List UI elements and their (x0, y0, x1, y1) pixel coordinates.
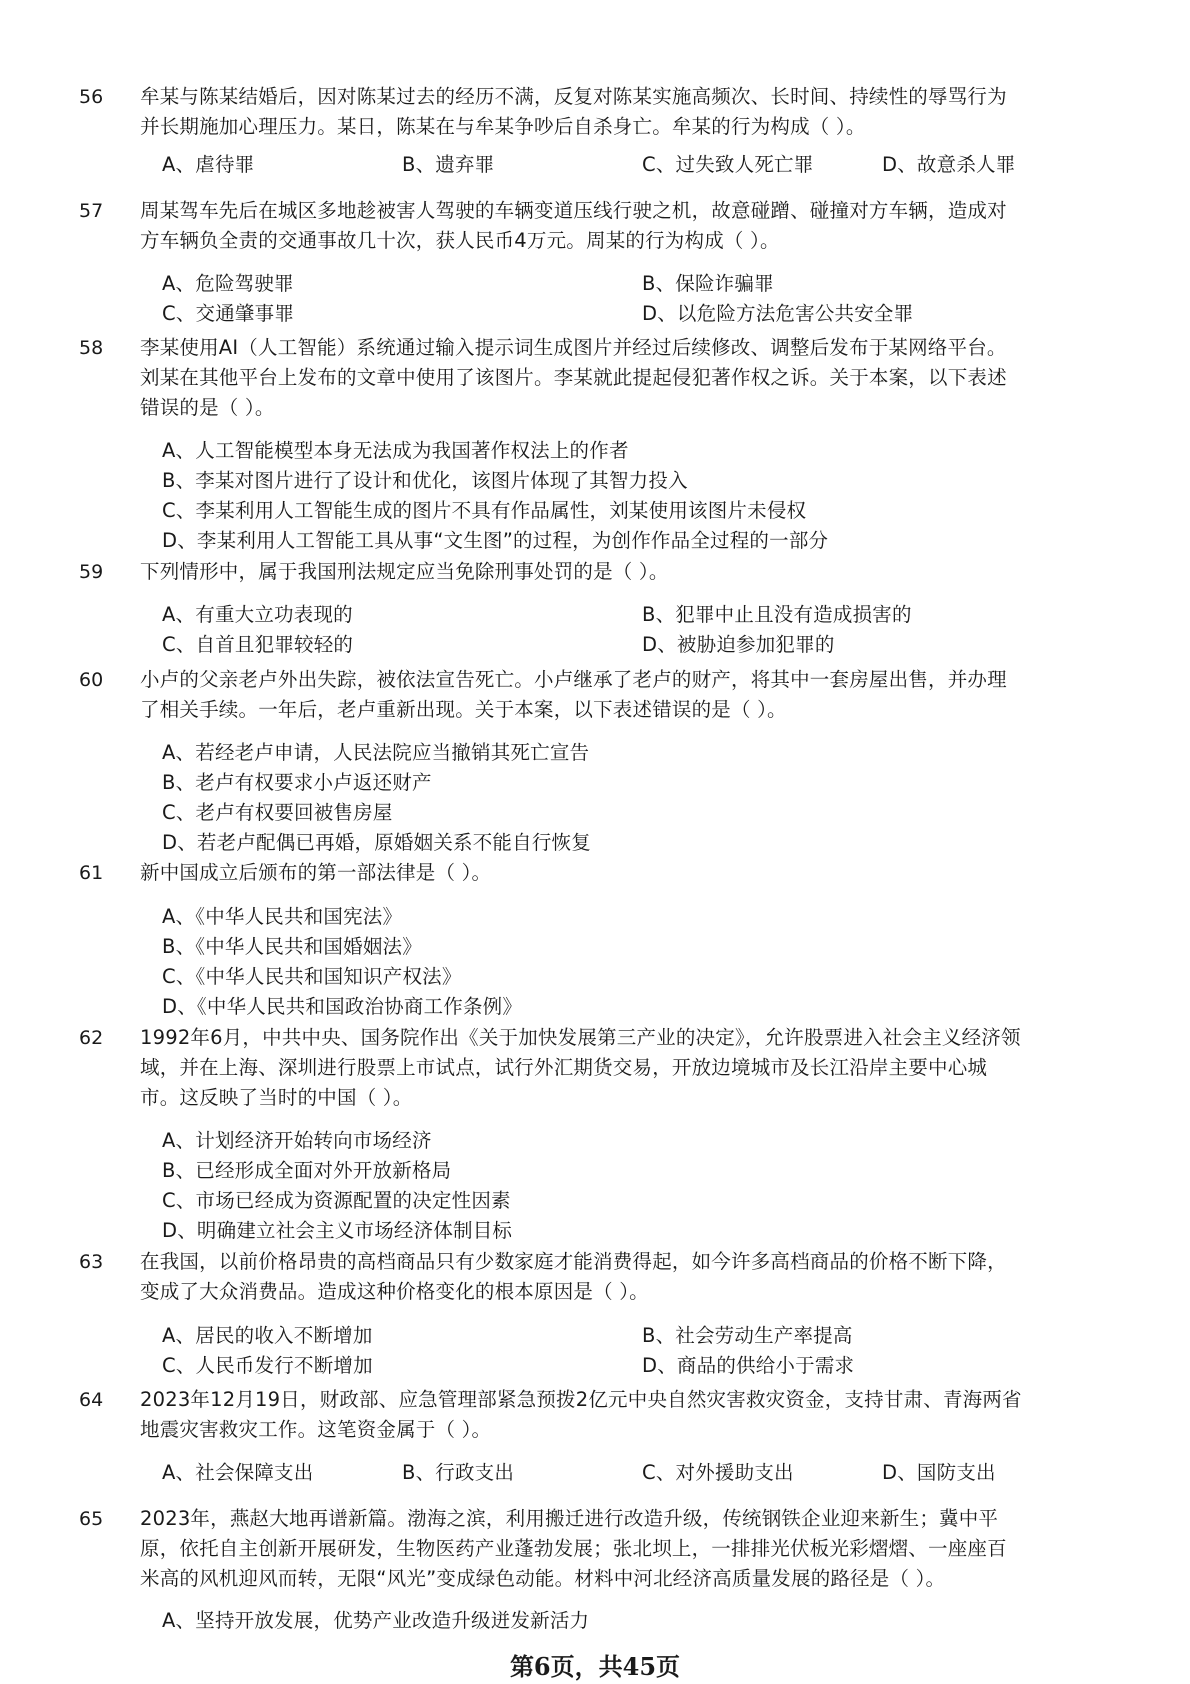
stem-line: 小卢的父亲老卢外出失踪，被依法宣告死亡。小卢继承了老卢的财产，将其中一套房屋出售，并办理 (140, 668, 1007, 691)
option-d: D、明确建立社会主义市场经济体制目标 (162, 1219, 513, 1242)
question-number: 61 (79, 862, 104, 884)
option-d: D、商品的供给小于需求 (642, 1354, 855, 1377)
stem-line: 下列情形中，属于我国刑法规定应当免除刑事处罚的是（ ）。 (140, 560, 669, 583)
question-stem (140, 1023, 1090, 1113)
option-d: D、《中华人民共和国政治协商工作条例》 (162, 995, 523, 1018)
stem-line: 周某驾车先后在城区多地趁被害人驾驶的车辆变道压线行驶之机，故意碰蹭、碰撞对方车辆，造成对 (140, 199, 1007, 222)
option-c: C、对外援助支出 (642, 1461, 794, 1484)
question-stem (140, 1504, 1090, 1594)
option-b: B、行政支出 (402, 1461, 515, 1484)
option-c: C、交通肇事罪 (162, 302, 295, 325)
option-c: C、市场已经成为资源配置的决定性因素 (162, 1189, 511, 1212)
question-stem (140, 665, 1090, 725)
option-a: A、居民的收入不断增加 (162, 1324, 373, 1347)
stem-line: 地震灾害救灾工作。这笔资金属于（ ）。 (140, 1418, 492, 1441)
question-stem (140, 1247, 1090, 1307)
question-number: 65 (79, 1508, 104, 1530)
option-b: B、老卢有权要求小卢返还财产 (162, 771, 432, 794)
stem-line: 李某使用AI（人工智能）系统通过输入提示词生成图片并经过后续修改、调整后发布于某网络平台。 (140, 336, 1007, 359)
option-d: D、以危险方法危害公共安全罪 (642, 302, 914, 325)
page-footer: 第6页，共45页 (509, 1652, 681, 1681)
option-c: C、人民币发行不断增加 (162, 1354, 373, 1377)
question-number: 60 (79, 669, 104, 691)
stem-line: 2023年，燕赵大地再谱新篇。渤海之滨，利用搬迁进行改造升级，传统钢铁企业迎来新生；冀中平 (140, 1507, 999, 1530)
question-stem (140, 333, 1090, 423)
option-c: C、李某利用人工智能生成的图片不具有作品属性，刘某使用该图片未侵权 (162, 499, 807, 522)
option-b: B、社会劳动生产率提高 (642, 1324, 853, 1347)
option-c: C、自首且犯罪较轻的 (162, 633, 354, 656)
question-number: 62 (79, 1027, 104, 1049)
option-d: D、国防支出 (882, 1461, 996, 1484)
stem-line: 变成了大众消费品。造成这种价格变化的根本原因是（ ）。 (140, 1280, 649, 1303)
stem-line: 在我国，以前价格昂贵的高档商品只有少数家庭才能消费得起，如今许多高档商品的价格不断下降， (140, 1250, 1007, 1273)
stem-line: 刘某在其他平台上发布的文章中使用了该图片。李某就此提起侵犯著作权之诉。关于本案，以下表述 (140, 366, 1007, 389)
option-b: B、保险诈骗罪 (642, 272, 774, 295)
question-number: 64 (79, 1389, 104, 1411)
option-a: A、虐待罪 (162, 153, 255, 176)
option-b: B、已经形成全面对外开放新格局 (162, 1159, 452, 1182)
option-d: D、李某利用人工智能工具从事“文生图”的过程，为创作作品全过程的一部分 (162, 529, 829, 552)
stem-line: 米高的风机迎风而转，无限“风光”变成绿色动能。材料中河北经济高质量发展的路径是（ ）。 (140, 1567, 946, 1590)
option-a: A、有重大立功表现的 (162, 603, 353, 626)
option-b: B、遗弃罪 (402, 153, 495, 176)
question-stem (140, 82, 1090, 142)
question-number: 56 (79, 86, 104, 108)
question-stem (140, 1385, 1090, 1445)
question-stem (140, 858, 1090, 888)
option-d: D、被胁迫参加犯罪的 (642, 633, 835, 656)
option-b: B、李某对图片进行了设计和优化，该图片体现了其智力投入 (162, 469, 688, 492)
option-c: C、过失致人死亡罪 (642, 153, 814, 176)
option-b: B、犯罪中止且没有造成损害的 (642, 603, 912, 626)
stem-line: 牟某与陈某结婚后，因对陈某过去的经历不满，反复对陈某实施高频次、长时间、持续性的辱骂行为 (140, 85, 1007, 108)
stem-line: 并长期施加心理压力。某日，陈某在与牟某争吵后自杀身亡。牟某的行为构成（ ）。 (140, 115, 866, 138)
stem-line: 了相关手续。一年后，老卢重新出现。关于本案，以下表述错误的是（ ）。 (140, 698, 787, 721)
question-number: 59 (79, 561, 104, 583)
stem-line: 2023年12月19日，财政部、应急管理部紧急预拨2亿元中央自然灾害救灾资金，支持甘肃、青海两省 (140, 1388, 1022, 1411)
question-number: 57 (79, 200, 104, 222)
stem-line: 原，依托自主创新开展研发，生物医药产业蓬勃发展；张北坝上，一排排光伏板光彩熠熠、一座座百 (140, 1537, 1007, 1560)
stem-line: 1992年6月，中共中央、国务院作出《关于加快发展第三产业的决定》，允许股票进入社会主义经济领 (140, 1026, 1021, 1049)
question-stem (140, 557, 1090, 587)
option-d: D、若老卢配偶已再婚，原婚姻关系不能自行恢复 (162, 831, 591, 854)
option-a: A、《中华人民共和国宪法》 (162, 905, 403, 928)
option-d: D、故意杀人罪 (882, 153, 1016, 176)
question-number: 63 (79, 1251, 104, 1273)
stem-line: 新中国成立后颁布的第一部法律是（ ）。 (140, 861, 492, 884)
option-a: A、危险驾驶罪 (162, 272, 294, 295)
option-a: A、人工智能模型本身无法成为我国著作权法上的作者 (162, 439, 629, 462)
option-a: A、计划经济开始转向市场经济 (162, 1129, 432, 1152)
stem-line: 域，并在上海、深圳进行股票上市试点，试行外汇期货交易，开放边境城市及长江沿岸主要中心城 (140, 1056, 988, 1079)
stem-line: 错误的是（ ）。 (140, 396, 275, 419)
option-c: C、老卢有权要回被售房屋 (162, 801, 393, 824)
stem-line: 方车辆负全责的交通事故几十次，获人民币4万元。周某的行为构成（ ）。 (140, 229, 780, 252)
option-a: A、坚持开放发展，优势产业改造升级迸发新活力 (162, 1609, 590, 1632)
option-a: A、若经老卢申请，人民法院应当撤销其死亡宣告 (162, 741, 590, 764)
option-a: A、社会保障支出 (162, 1461, 314, 1484)
question-stem (140, 196, 1090, 256)
option-c: C、《中华人民共和国知识产权法》 (162, 965, 462, 988)
question-number: 58 (79, 337, 104, 359)
stem-line: 市。这反映了当时的中国（ ）。 (140, 1086, 413, 1109)
option-b: B、《中华人民共和国婚姻法》 (162, 935, 422, 958)
